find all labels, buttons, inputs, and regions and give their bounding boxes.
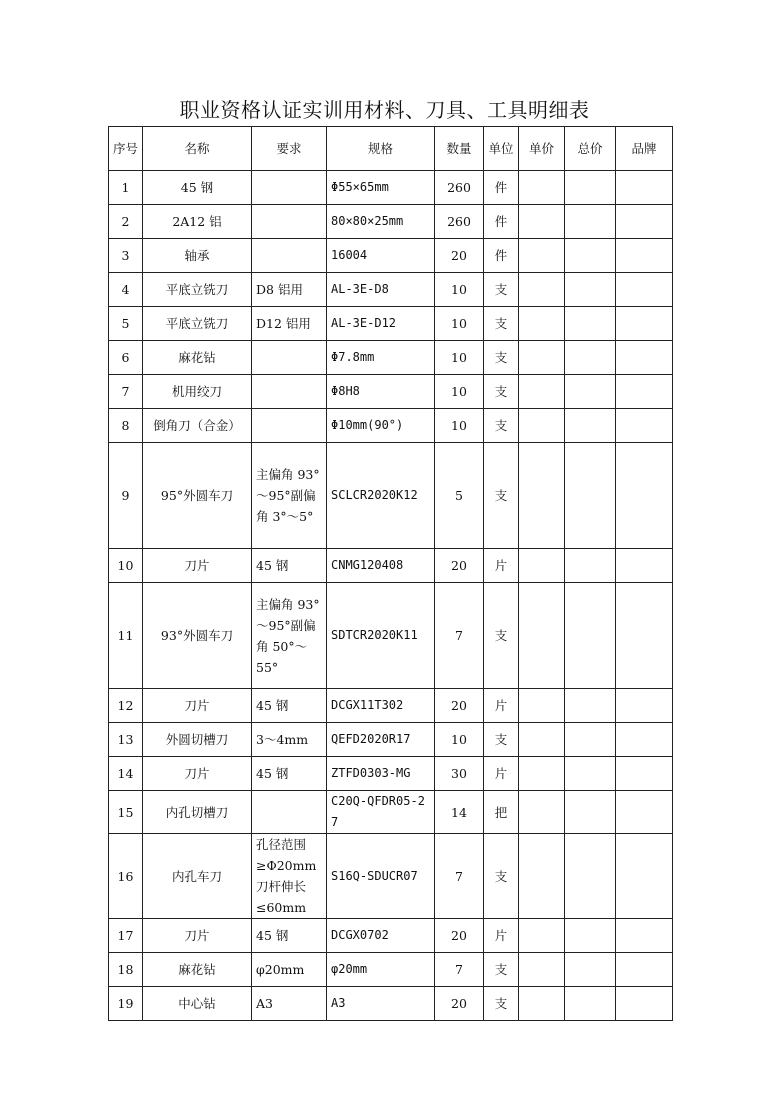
cell-index: 4 [109, 273, 143, 307]
cell-spec: ZTFD0303-MG [327, 757, 435, 791]
cell-brand [616, 409, 673, 443]
cell-spec: C20Q-QFDR05-27 [327, 791, 435, 834]
cell-brand [616, 689, 673, 723]
table-row [109, 171, 673, 205]
cell-requirement [252, 239, 327, 273]
table-row [109, 953, 673, 987]
cell-requirement: D8 铝用 [252, 273, 327, 307]
cell-quantity: 20 [435, 987, 484, 1021]
cell-unit-price [519, 834, 565, 919]
cell-unit-price [519, 723, 565, 757]
cell-unit: 片 [484, 689, 519, 723]
cell-spec: CNMG120408 [327, 549, 435, 583]
cell-quantity: 20 [435, 689, 484, 723]
cell-requirement: A3 [252, 987, 327, 1021]
cell-brand [616, 375, 673, 409]
page-title: 职业资格认证实训用材料、刀具、工具明细表 [179, 98, 590, 122]
cell-index: 9 [109, 443, 143, 549]
cell-total-price [565, 171, 616, 205]
cell-name: 倒角刀（合金） [143, 409, 252, 443]
cell-brand [616, 583, 673, 689]
cell-spec: Φ10mm(90°) [327, 409, 435, 443]
cell-requirement [252, 171, 327, 205]
cell-total-price [565, 273, 616, 307]
cell-brand [616, 919, 673, 953]
cell-name: 刀片 [143, 689, 252, 723]
table-row [109, 273, 673, 307]
cell-name: 中心钻 [143, 987, 252, 1021]
cell-quantity: 260 [435, 205, 484, 239]
cell-unit: 把 [484, 791, 519, 834]
cell-quantity: 20 [435, 239, 484, 273]
cell-index: 17 [109, 919, 143, 953]
cell-unit-price [519, 443, 565, 549]
cell-quantity: 20 [435, 549, 484, 583]
cell-quantity: 7 [435, 953, 484, 987]
cell-total-price [565, 443, 616, 549]
table-row [109, 205, 673, 239]
table-row [109, 791, 673, 834]
cell-spec: φ20mm [327, 953, 435, 987]
cell-requirement: 主偏角 93°～95°副偏角 50°～55° [252, 583, 327, 689]
cell-total-price [565, 205, 616, 239]
cell-total-price [565, 409, 616, 443]
table-row [109, 834, 673, 919]
cell-unit: 支 [484, 953, 519, 987]
cell-quantity: 10 [435, 375, 484, 409]
col-header-name: 名称 [143, 127, 252, 171]
cell-requirement: 45 钢 [252, 689, 327, 723]
cell-name: 刀片 [143, 757, 252, 791]
cell-unit: 片 [484, 757, 519, 791]
table-row [109, 757, 673, 791]
cell-name: 麻花钻 [143, 341, 252, 375]
cell-total-price [565, 549, 616, 583]
table-row [109, 723, 673, 757]
cell-unit: 支 [484, 443, 519, 549]
cell-brand [616, 205, 673, 239]
cell-unit-price [519, 273, 565, 307]
cell-spec: A3 [327, 987, 435, 1021]
cell-unit-price [519, 341, 565, 375]
cell-name: 轴承 [143, 239, 252, 273]
cell-index: 19 [109, 987, 143, 1021]
col-header-unit-price: 单价 [519, 127, 565, 171]
cell-unit: 支 [484, 723, 519, 757]
cell-quantity: 7 [435, 583, 484, 689]
cell-requirement: 45 钢 [252, 919, 327, 953]
cell-total-price [565, 341, 616, 375]
cell-unit-price [519, 689, 565, 723]
cell-quantity: 10 [435, 307, 484, 341]
cell-unit-price [519, 239, 565, 273]
table-row [109, 919, 673, 953]
cell-total-price [565, 757, 616, 791]
cell-total-price [565, 834, 616, 919]
col-header-brand: 品牌 [616, 127, 673, 171]
cell-requirement [252, 791, 327, 834]
col-header-spec: 规格 [327, 127, 435, 171]
table-row [109, 443, 673, 549]
cell-spec: DCGX11T302 [327, 689, 435, 723]
cell-unit-price [519, 583, 565, 689]
cell-unit: 支 [484, 341, 519, 375]
cell-total-price [565, 723, 616, 757]
cell-total-price [565, 583, 616, 689]
cell-unit: 支 [484, 583, 519, 689]
cell-spec: 80×80×25mm [327, 205, 435, 239]
cell-total-price [565, 953, 616, 987]
cell-spec: AL-3E-D12 [327, 307, 435, 341]
cell-name: 机用绞刀 [143, 375, 252, 409]
cell-brand [616, 723, 673, 757]
cell-requirement [252, 341, 327, 375]
cell-brand [616, 953, 673, 987]
cell-quantity: 10 [435, 273, 484, 307]
cell-unit-price [519, 307, 565, 341]
table-row [109, 307, 673, 341]
cell-unit: 片 [484, 549, 519, 583]
cell-requirement: 3～4mm [252, 723, 327, 757]
cell-name: 外圆切槽刀 [143, 723, 252, 757]
cell-quantity: 10 [435, 341, 484, 375]
cell-requirement: D12 铝用 [252, 307, 327, 341]
cell-index: 7 [109, 375, 143, 409]
cell-brand [616, 791, 673, 834]
cell-requirement [252, 205, 327, 239]
cell-unit: 片 [484, 919, 519, 953]
col-header-unit: 单位 [484, 127, 519, 171]
cell-index: 10 [109, 549, 143, 583]
table-row [109, 689, 673, 723]
cell-unit: 支 [484, 409, 519, 443]
cell-brand [616, 549, 673, 583]
cell-index: 16 [109, 834, 143, 919]
cell-index: 3 [109, 239, 143, 273]
cell-requirement [252, 409, 327, 443]
cell-index: 13 [109, 723, 143, 757]
cell-name: 平底立铣刀 [143, 307, 252, 341]
table-row [109, 583, 673, 689]
materials-table [108, 126, 673, 1021]
cell-requirement: 主偏角 93°～95°副偏角 3°～5° [252, 443, 327, 549]
cell-index: 5 [109, 307, 143, 341]
cell-unit-price [519, 791, 565, 834]
cell-name: 内孔切槽刀 [143, 791, 252, 834]
col-header-index: 序号 [109, 127, 143, 171]
col-header-quantity: 数量 [435, 127, 484, 171]
cell-spec: AL-3E-D8 [327, 273, 435, 307]
cell-quantity: 20 [435, 919, 484, 953]
cell-brand [616, 273, 673, 307]
cell-total-price [565, 919, 616, 953]
cell-unit: 件 [484, 171, 519, 205]
cell-name: 93°外圆车刀 [143, 583, 252, 689]
cell-quantity: 30 [435, 757, 484, 791]
cell-index: 11 [109, 583, 143, 689]
cell-unit: 支 [484, 834, 519, 919]
cell-brand [616, 987, 673, 1021]
cell-unit: 支 [484, 307, 519, 341]
cell-unit-price [519, 375, 565, 409]
cell-quantity: 7 [435, 834, 484, 919]
cell-unit: 支 [484, 273, 519, 307]
table-row [109, 549, 673, 583]
cell-quantity: 14 [435, 791, 484, 834]
cell-index: 2 [109, 205, 143, 239]
cell-index: 8 [109, 409, 143, 443]
cell-quantity: 260 [435, 171, 484, 205]
cell-requirement: φ20mm [252, 953, 327, 987]
cell-unit-price [519, 987, 565, 1021]
cell-requirement: 45 钢 [252, 757, 327, 791]
cell-unit: 件 [484, 205, 519, 239]
cell-unit-price [519, 205, 565, 239]
cell-total-price [565, 307, 616, 341]
cell-brand [616, 239, 673, 273]
cell-spec: Φ55×65mm [327, 171, 435, 205]
cell-unit-price [519, 549, 565, 583]
cell-unit-price [519, 757, 565, 791]
col-header-total-price: 总价 [565, 127, 616, 171]
cell-unit-price [519, 171, 565, 205]
cell-name: 45 钢 [143, 171, 252, 205]
cell-name: 刀片 [143, 919, 252, 953]
cell-index: 18 [109, 953, 143, 987]
cell-brand [616, 443, 673, 549]
cell-spec: Φ8H8 [327, 375, 435, 409]
cell-unit-price [519, 953, 565, 987]
cell-spec: DCGX0702 [327, 919, 435, 953]
cell-spec: S16Q-SDUCR07 [327, 834, 435, 919]
cell-index: 1 [109, 171, 143, 205]
cell-quantity: 5 [435, 443, 484, 549]
cell-spec: Φ7.8mm [327, 341, 435, 375]
cell-unit: 支 [484, 375, 519, 409]
cell-unit: 件 [484, 239, 519, 273]
cell-spec: SDTCR2020K11 [327, 583, 435, 689]
cell-index: 14 [109, 757, 143, 791]
cell-brand [616, 171, 673, 205]
table-row [109, 409, 673, 443]
cell-index: 12 [109, 689, 143, 723]
cell-name: 95°外圆车刀 [143, 443, 252, 549]
cell-brand [616, 341, 673, 375]
table-header-row [109, 127, 673, 171]
cell-quantity: 10 [435, 409, 484, 443]
cell-name: 刀片 [143, 549, 252, 583]
cell-name: 麻花钻 [143, 953, 252, 987]
cell-index: 15 [109, 791, 143, 834]
cell-total-price [565, 689, 616, 723]
cell-total-price [565, 239, 616, 273]
cell-spec: QEFD2020R17 [327, 723, 435, 757]
cell-brand [616, 757, 673, 791]
table-row [109, 375, 673, 409]
cell-index: 6 [109, 341, 143, 375]
cell-spec: 16004 [327, 239, 435, 273]
cell-brand [616, 307, 673, 341]
cell-name: 内孔车刀 [143, 834, 252, 919]
cell-total-price [565, 375, 616, 409]
table-row [109, 239, 673, 273]
cell-total-price [565, 987, 616, 1021]
cell-spec: SCLCR2020K12 [327, 443, 435, 549]
cell-total-price [565, 791, 616, 834]
table-row [109, 341, 673, 375]
cell-requirement: 孔径范围≥Φ20mm 刀杆伸长≤60mm [252, 834, 327, 919]
cell-name: 平底立铣刀 [143, 273, 252, 307]
cell-quantity: 10 [435, 723, 484, 757]
cell-unit: 支 [484, 987, 519, 1021]
cell-requirement: 45 钢 [252, 549, 327, 583]
cell-brand [616, 834, 673, 919]
cell-unit-price [519, 919, 565, 953]
cell-requirement [252, 375, 327, 409]
cell-name: 2A12 铝 [143, 205, 252, 239]
cell-unit-price [519, 409, 565, 443]
col-header-requirement: 要求 [252, 127, 327, 171]
table-row [109, 987, 673, 1021]
